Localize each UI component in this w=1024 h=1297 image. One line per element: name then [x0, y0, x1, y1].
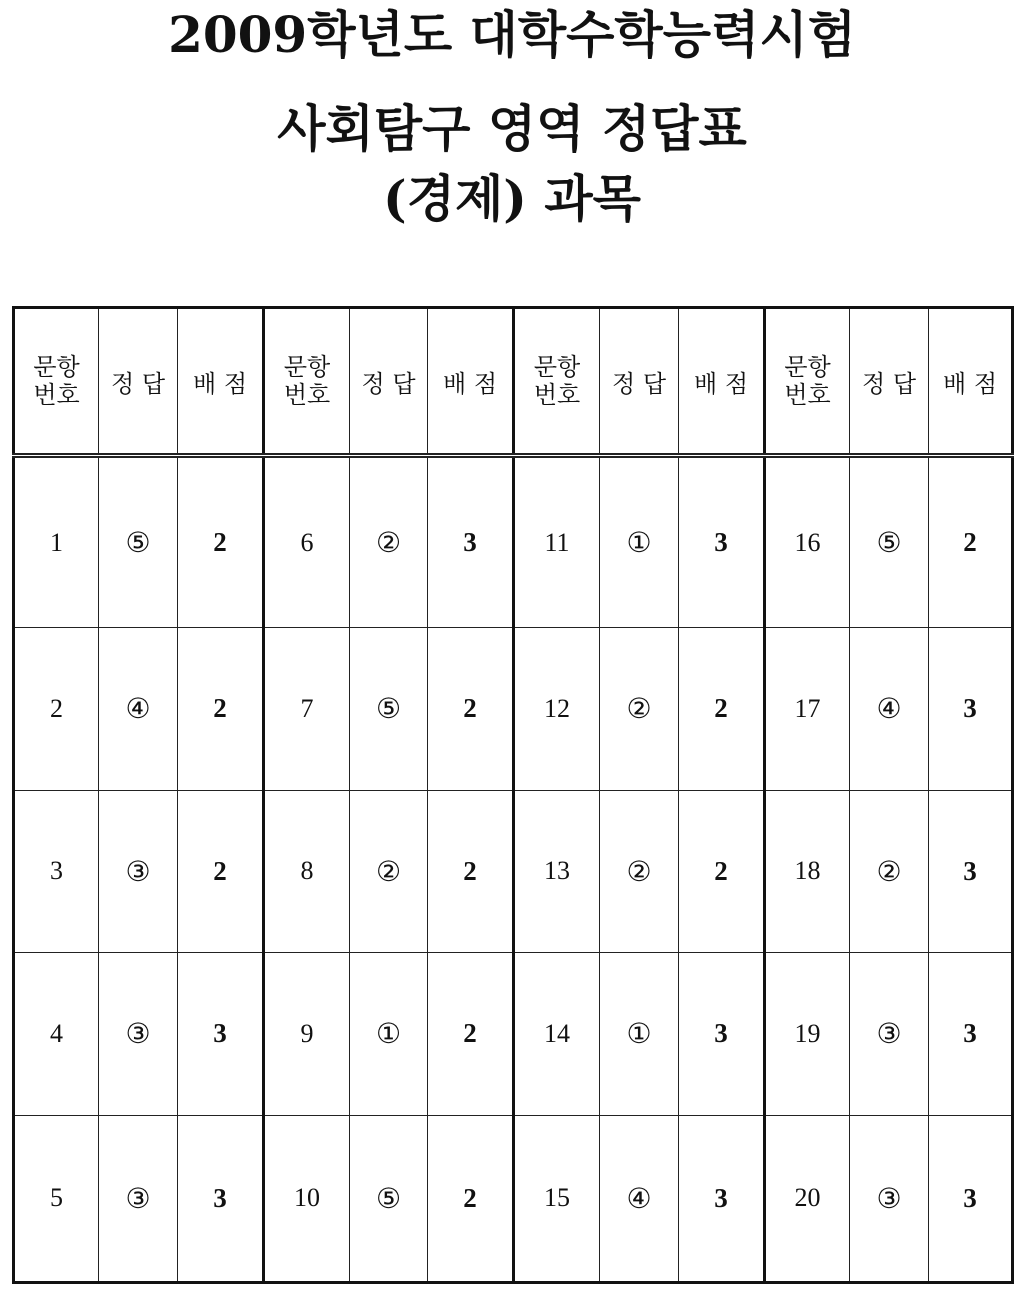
answer-header: 정 답: [350, 308, 428, 456]
question-number-cell: 19: [765, 953, 850, 1116]
answer-cell: ③: [99, 790, 178, 953]
question-number-cell: 20: [765, 1115, 850, 1282]
question-number-cell: 11: [514, 456, 600, 628]
points-cell: 3: [178, 1115, 264, 1282]
document-title: 2009학년도 대학수학능력시험: [168, 5, 856, 64]
points-cell: 2: [178, 790, 264, 953]
points-cell: 3: [929, 790, 1013, 953]
answer-cell: ③: [99, 953, 178, 1116]
question-number-cell: 14: [514, 953, 600, 1116]
question-number-cell: 1: [14, 456, 99, 628]
question-number-cell: 3: [14, 790, 99, 953]
points-cell: 3: [929, 628, 1013, 791]
points-header: 배 점: [428, 308, 514, 456]
answer-cell: ④: [99, 628, 178, 791]
answer-cell: ②: [600, 790, 679, 953]
answer-header: 정 답: [600, 308, 679, 456]
answer-header: 정 답: [99, 308, 178, 456]
question-number-cell: 10: [264, 1115, 350, 1282]
question-number-header: 문항 번호: [765, 308, 850, 456]
points-cell: 3: [679, 953, 765, 1116]
answer-cell: ④: [600, 1115, 679, 1282]
question-number-header: 문항 번호: [514, 308, 600, 456]
points-cell: 3: [929, 953, 1013, 1116]
answer-cell: ⑤: [350, 628, 428, 791]
points-cell: 2: [428, 790, 514, 953]
answer-cell: ④: [850, 628, 929, 791]
answer-cell: ⑤: [850, 456, 929, 628]
points-header: 배 점: [178, 308, 264, 456]
question-number-cell: 13: [514, 790, 600, 953]
answer-cell: ③: [850, 953, 929, 1116]
question-number-cell: 2: [14, 628, 99, 791]
points-cell: 2: [679, 790, 765, 953]
question-number-cell: 12: [514, 628, 600, 791]
table-row: [14, 456, 1013, 628]
question-number-cell: 9: [264, 953, 350, 1116]
table-row: [14, 953, 1013, 1116]
points-cell: 3: [679, 1115, 765, 1282]
answer-cell: ⑤: [99, 456, 178, 628]
answer-table: [12, 306, 1014, 1284]
document-subtitle: 사회탐구 영역 정답표: [277, 99, 747, 158]
answer-cell: ③: [99, 1115, 178, 1282]
points-cell: 3: [929, 1115, 1013, 1282]
answer-cell: ②: [350, 790, 428, 953]
points-header: 배 점: [679, 308, 765, 456]
answer-cell: ②: [350, 456, 428, 628]
points-cell: 2: [679, 628, 765, 791]
points-cell: 3: [178, 953, 264, 1116]
question-number-cell: 8: [264, 790, 350, 953]
points-cell: 3: [679, 456, 765, 628]
points-cell: 2: [428, 1115, 514, 1282]
points-cell: 2: [178, 628, 264, 791]
header-row: [14, 308, 1013, 456]
question-number-cell: 16: [765, 456, 850, 628]
points-cell: 2: [929, 456, 1013, 628]
question-number-cell: 6: [264, 456, 350, 628]
question-number-cell: 17: [765, 628, 850, 791]
table-row: [14, 1115, 1013, 1282]
table-row: [14, 628, 1013, 791]
answer-cell: ②: [600, 628, 679, 791]
table-row: [14, 790, 1013, 953]
points-cell: 2: [178, 456, 264, 628]
answer-cell: ②: [850, 790, 929, 953]
answer-cell: ⑤: [350, 1115, 428, 1282]
points-header: 배 점: [929, 308, 1013, 456]
question-number-cell: 15: [514, 1115, 600, 1282]
answer-cell: ③: [850, 1115, 929, 1282]
question-number-cell: 4: [14, 953, 99, 1116]
subject-title: (경제) 과목: [383, 169, 641, 228]
question-number-header: 문항 번호: [14, 308, 99, 456]
question-number-header: 문항 번호: [264, 308, 350, 456]
points-cell: 2: [428, 628, 514, 791]
points-cell: 2: [428, 953, 514, 1116]
question-number-cell: 7: [264, 628, 350, 791]
question-number-cell: 5: [14, 1115, 99, 1282]
answer-cell: ①: [600, 456, 679, 628]
question-number-cell: 18: [765, 790, 850, 953]
points-cell: 3: [428, 456, 514, 628]
answer-cell: ①: [350, 953, 428, 1116]
answer-cell: ①: [600, 953, 679, 1116]
answer-table-body: [14, 456, 1013, 1283]
answer-header: 정 답: [850, 308, 929, 456]
